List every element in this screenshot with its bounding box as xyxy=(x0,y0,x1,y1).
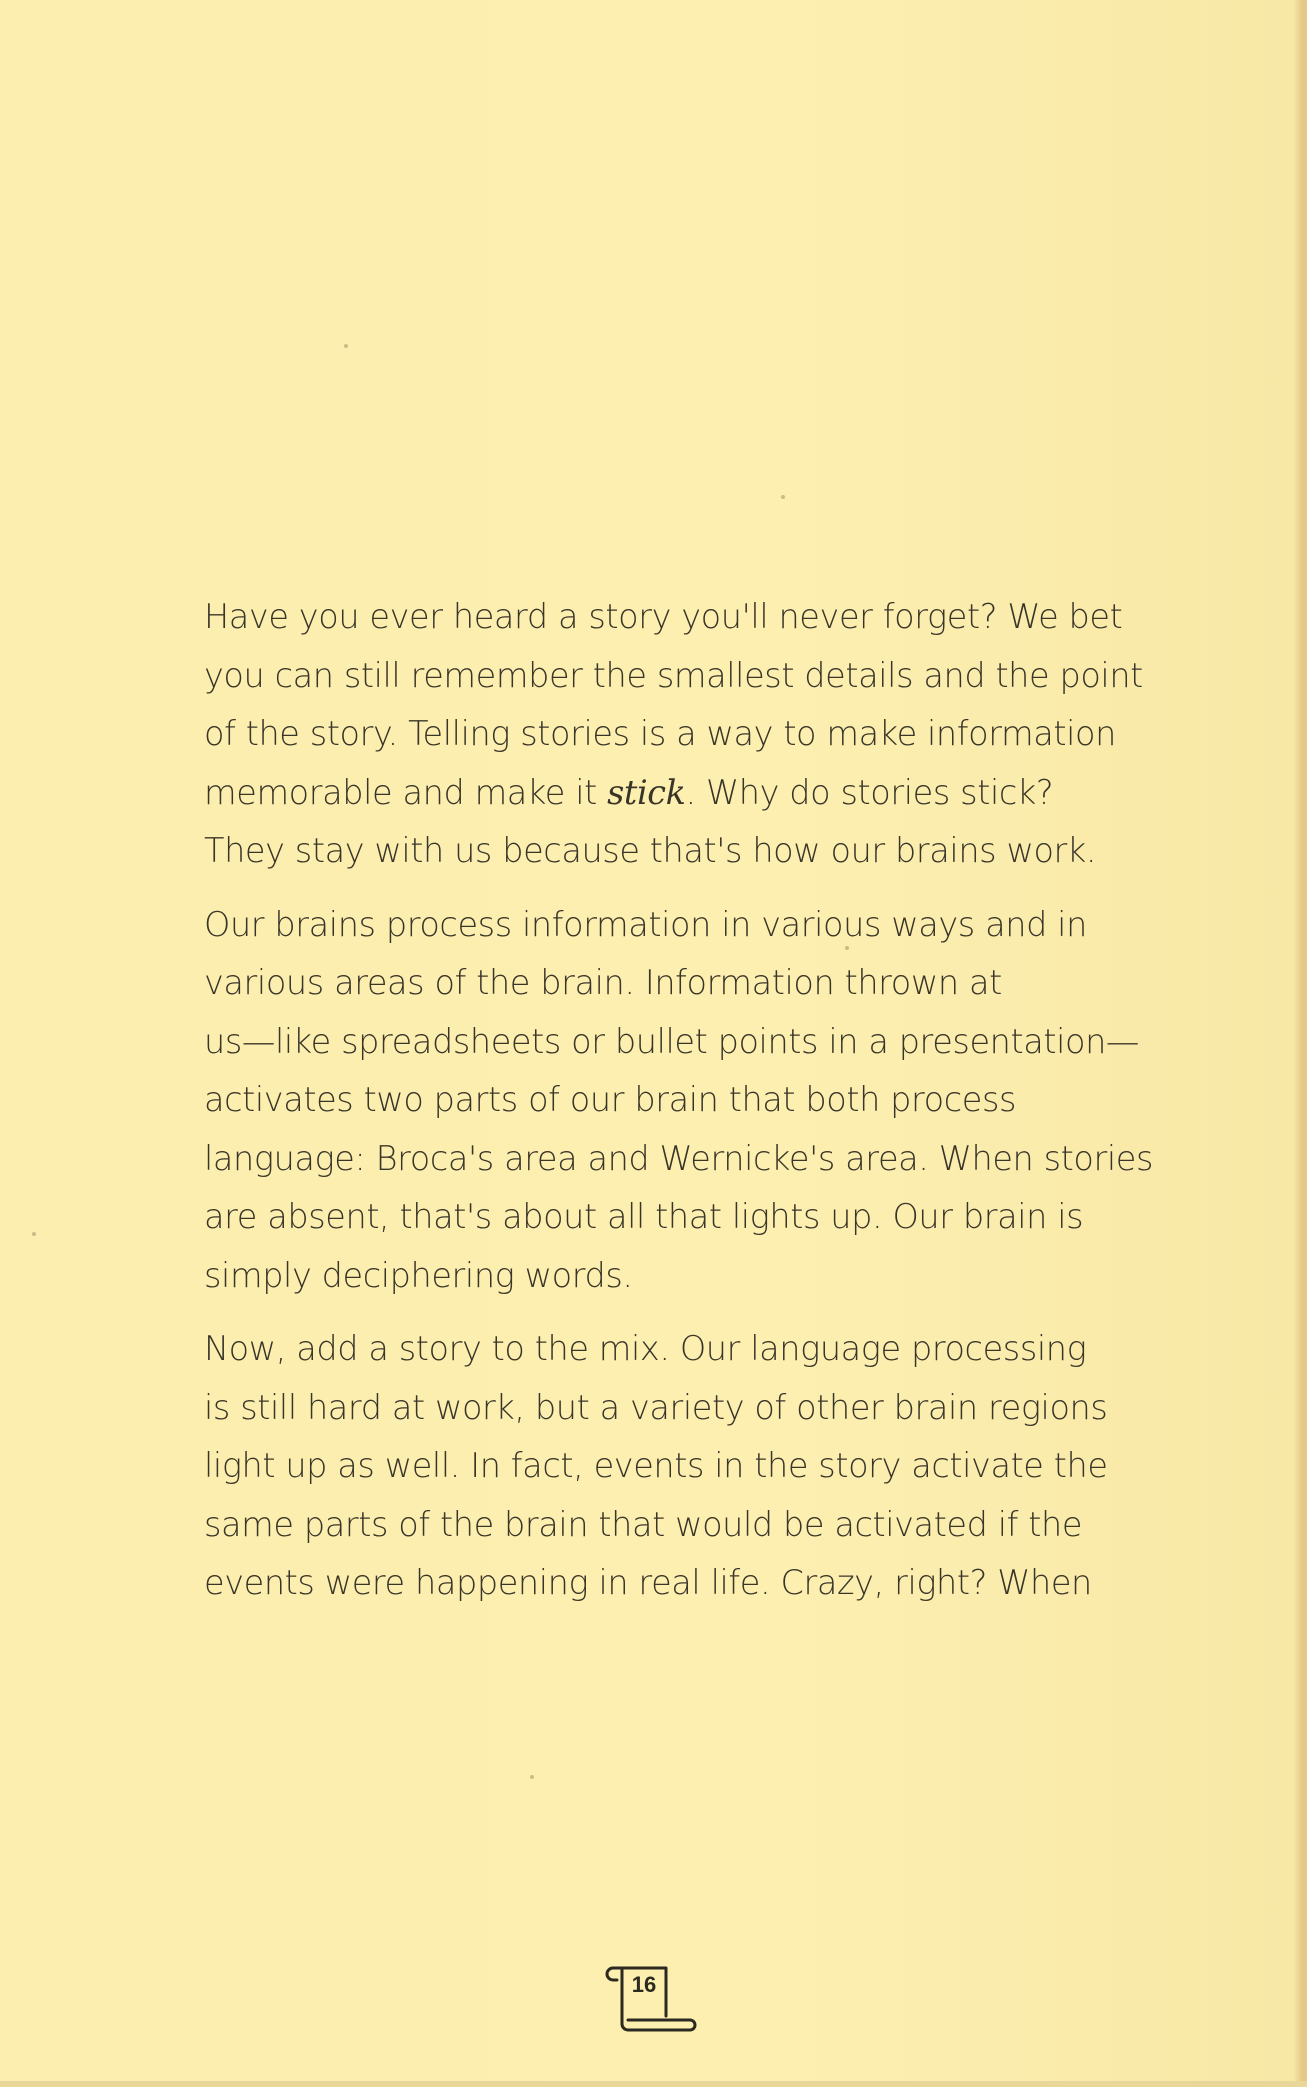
text-line: Now, add a story to the mix. Our language processing xyxy=(204,1329,1087,1368)
paper-speck xyxy=(781,495,785,499)
text-line: is still hard at work, but a variety of other brain regions xyxy=(204,1387,1108,1427)
paper-speck xyxy=(32,1232,36,1236)
emphasized-word: stick xyxy=(607,772,686,812)
text-line: of the story. Telling stories is a way to make information xyxy=(204,714,1116,753)
text-line: us—like spreadsheets or bullet points in a presentation— xyxy=(204,1021,1140,1061)
text-run: . Why do stories stick? xyxy=(685,772,1054,812)
text-line: They stay with us because that's how our brains work. xyxy=(204,831,1097,870)
text-line: events were happening in real life. Crazy, right? When xyxy=(204,1563,1092,1602)
text-line: Our brains process information in various ways and in xyxy=(204,904,1087,944)
paper-speck xyxy=(344,344,348,348)
text-line: same parts of the brain that would be activated if the xyxy=(204,1504,1083,1544)
text-run: memorable and make it xyxy=(204,772,608,812)
paragraph-2 xyxy=(204,896,1154,1306)
paragraph-3 xyxy=(204,1320,1108,1613)
text-line: are absent, that's about all that lights up. Our brain is xyxy=(204,1197,1084,1236)
text-line: Have you ever heard a story you'll never forget? We bet xyxy=(204,597,1123,636)
text-line xyxy=(204,764,1104,823)
page-number: 16 xyxy=(631,1972,657,1997)
paper-speck xyxy=(530,1775,534,1779)
text-line: language: Broca's area and Wernicke's area. When stories xyxy=(204,1138,1154,1178)
page-number-badge xyxy=(604,1964,704,2034)
text-line: light up as well. In fact, events in the story activate the xyxy=(204,1446,1108,1485)
text-line: activates two parts of our brain that both process xyxy=(204,1080,1017,1119)
page-edge-shadow xyxy=(1293,0,1307,2087)
page-bottom-edge xyxy=(0,2081,1307,2087)
text-line: simply deciphering words. xyxy=(204,1255,633,1295)
paragraph-1 xyxy=(204,588,1143,881)
text-line: various areas of the brain. Information thrown at xyxy=(204,963,1002,1002)
body-text xyxy=(204,588,1154,1628)
text-line: you can still remember the smallest details and the point xyxy=(204,655,1143,695)
